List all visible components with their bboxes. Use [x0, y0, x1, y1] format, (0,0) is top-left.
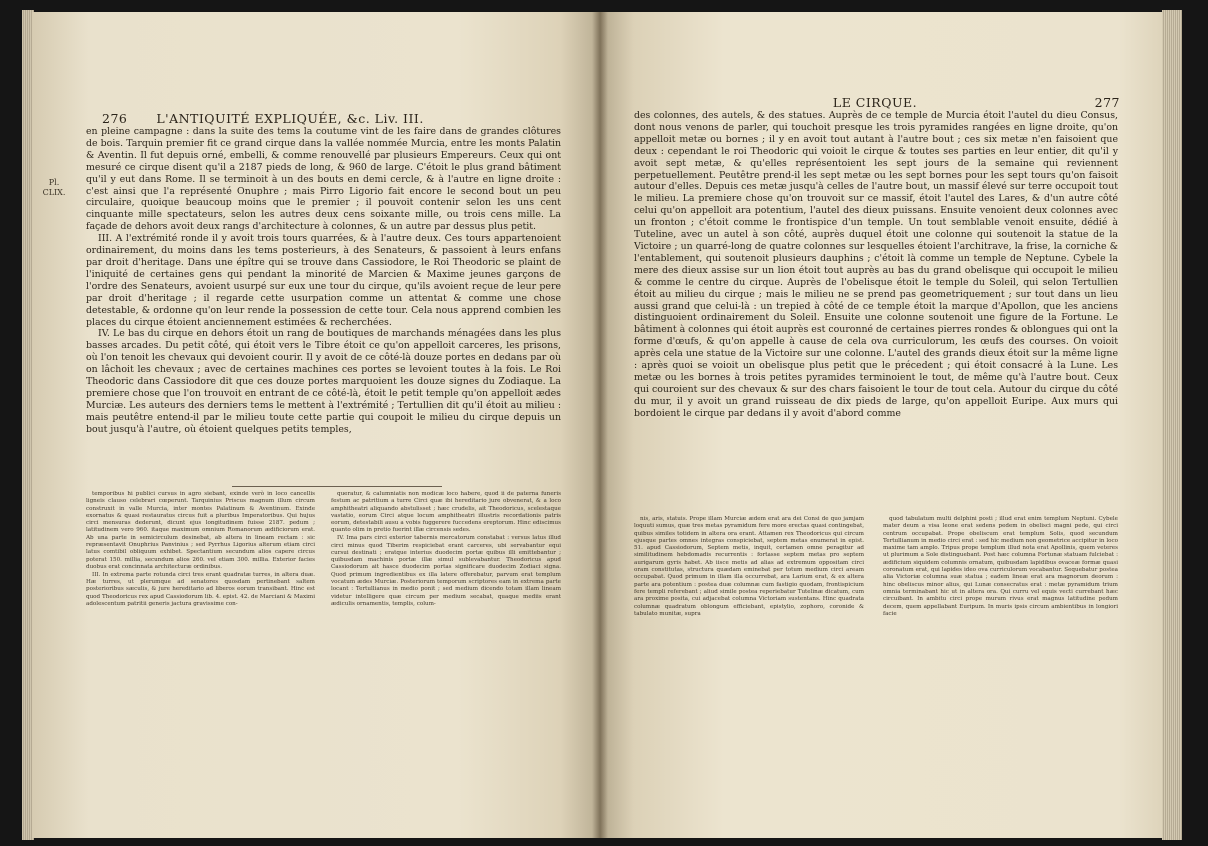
note-paragraph: temporibus hi publici cursus in agro siebant, exinde verò in loco cancellis ligneis clauso celebrari cœperunt. Tarquinius Priscus magnum illum circum construxit in valle Murcia, inter montes Palatinum & Aventinum. Exinde exornatus & quasi restauratus circus fuit a pluribus Imperatoribus. Qui hujus circi mensuras dederunt, dicunt ejus longitudinem fuisse 2187. pedum ; latitudinem vero 960. itaque maximum omnium Romanorum ædificiorum erat. Ab una parte in semicirculum desinebat, ab altera in lineam rectam : sic repræsentavit Onuphrius Panvinius ; sed Pyrrhus Ligorius alterum etiam circi latus comtibil obliquum exhibet. Spectantium secundum alios capere circus poterat 150. millia, secundum alios 260. vel etiam 300. millia. Exterior facies duobus erat concinnata architecturæ ordinibus. — [86, 491, 315, 570]
right-page-number-wrap — [1080, 95, 1120, 110]
footnote-rule — [232, 486, 442, 487]
right-head-title: LE CIRQUE. — [832, 95, 918, 110]
right-page — [600, 12, 1164, 838]
left-head-title: L'ANTIQUITÉ EXPLIQUÉE, &c. Liv. III. — [156, 111, 424, 126]
paragraph: en pleine campagne : dans la suite des tems la coutume vint de les faire dans de grandes clôtures de bois. Tarquin premier fit ce grand cirque dans la vallée nommée Murcia, entre les monts Palatin & Aventin. Il fut depuis orné, embelli, & comme renouvellé par plusieurs Empereurs. Ceux qui ont mesuré ce cirque disent qu'il a 2187 pieds de long, & 960 de large. C'étoit le plus grand bâtiment qu'il y eut dans Rome. Il se terminoit à un des bouts en demi cercle, & à l'autre en ligne droite : c'est ainsi que l'a représenté Onuphre ; mais Pirro Ligorio fait encore le second bout un peu circulaire, quoique beaucoup moins que le premier ; il pouvoit contenir selon les uns cent cinquante mille spectateurs, selon les autres deux cens soixante mille, ou trois cens mille. La façade de dehors avoit deux rangs d'architecture à colonnes, & un autre par dessus plus petit. — [86, 126, 561, 233]
right-body-text — [634, 110, 1118, 420]
left-page — [32, 12, 600, 838]
note-paragraph: III. In extrema parte rotunda circi tres erant quadratæ turres, in altera duæ. Hæ turres, ut plerumque ad senatores quosdam pertinebant saltem posterioribus sæculis, & jure hereditario ad liberos eorum transibant. Hinc est quod Theodoricus rex apud Cassiodorum lib. 4. epist. 42. de Marciani & Maximi adolescentum patritii generis jactura gravissime con- — [86, 571, 315, 607]
right-running-head — [760, 95, 990, 110]
left-notes-col-2 — [331, 491, 561, 609]
paragraph: III. A l'extrémité ronde il y avoit trois tours quarrées, & à l'autre deux. Ces tours appartenoient ordinairement, du moins dans les tems posterieurs, à des Senateurs, & passoient à leurs enfans par droit d'heritage. Dans une épître qui se trouve dans Cassiodore, le Roi Theodoric se plaint de l'iniquité de certaines gens qui pendant la minorité de Marcien & Maxime jeunes garçons de l'ordre des Senateurs, avoient usurpé sur eux une tour du cirque, qu'ils avoient reçue de leur pere par droit d'heritage ; il regarde cette usurpation comme un attentat & comme une chose detestable, & ordonne qu'on leur rende la possession de cette tour. Cela nous apprend combien les places du cirque étoient anciennement estimées & recherchées. — [86, 233, 561, 328]
book-gutter — [592, 12, 608, 838]
plate-note-line-2: CLIX. — [42, 188, 66, 197]
note-paragraph: nis, aris, statuis. Prope illam Murciæ ædem erat ara dei Consi de quo jamjam loquuti sumus, quæ tres metas pyramidum fere more erectas quasi contingebat, quibus similes totidem in altera ora erant. Attamen rex Theodoricus qui circum ejusque partes omnes integras conspiciebat, septem metas enumerat in epist. 51. apud Cassiodorum, Septem metis, inquit, certamen omne peragitur ad similitudinem hebdomadis recurrentis : fortasse septem metas pro septem aurigarum gyris habet. Ab iisce metis ad alias ad extremum oppositam circi oram constitutas, structura quædam eminebat per totum medium circi aream occupabat. Quod primum in illam illa occurrebat, ara Larium erat, & ex altera parte ara potentium : postea duæ columnæ cum fastigio quodam, frontispicium fere templi referebant ; aliud simile postea reperiebatur Tutelinæ dicatum, cum ara proxime posita, cui adjacebat columna Victoriam sustentans. Hinc quadrata columnæ quadratum oblongum efficiebant, epistylio, zophoro, coronide & tabulato munitæ, supra — [634, 516, 864, 617]
right-page-number: 277 — [1094, 95, 1120, 110]
left-page-number: 276 — [102, 111, 128, 126]
paragraph: IV. Le bas du cirque en dehors étoit un rang de boutiques de marchands ménagées dans les plus basses arcades. Du petit côté, qui étoit vers le Tibre étoit ce qu'on appelloit carceres, les prisons, où l'on tenoit les chevaux qui devoient courir. Il y avoit de ce côté-là douze portes en dedans par où on lâchoit les chevaux ; avec de certaines machines ces portes se levoient toutes à la fois. Le Roi Theodoric dans Cassiodore dit que ces douze portes marquoient les douze signes du Zodiaque. La premiere chose que l'on trouvoit en entrant de ce côté-là, étoit le petit temple qu'on appelloit ædes Murciæ. Les auteurs des derniers tems le mettent à l'extrémité ; Tertullien dit qu'il étoit au milieu : mais peutêtre entend-il par le milieu toute cette partie qui coupoit le milieu du cirque depuis un bout jusqu'à l'autre, où étoient quelques petits temples, — [86, 328, 561, 435]
plate-margin-note — [36, 178, 72, 198]
left-notes-col-1 — [86, 491, 315, 609]
right-notes-col-2 — [883, 516, 1118, 619]
note-paragraph: IV. Ima pars circi exterior tabernis mercatorum constabat : versus latus illud circi minus quod Tiberim respiciebat erant carceres, ubi servabantur equi cursui destinati ; eratque interius duodecim portæ quibus illi emittebantur ; quibusdam machinis portæ illæ simul sublevabantur. Theodoricus apud Cassiodorum ait hasce duodecim portas significare duodecim Zodiaci signa. Quod primum ingredientibus ex illa latere offerebatur, parvum erat templum vocatum ædes Murciæ. Posteriorum temporum scriptores eam in extrema parte locant : Tertullianus in medio ponit ; sed medium dicendo totam illam lineam videtur intelligere quæ circum per medium secabat, quaque mediis erant ædiculis ornamentis, templis, colum- — [331, 535, 561, 607]
note-paragraph: queratur, & calumniatis non modicæ loco habere, quod ii de paterna funeris festum ac patritium a turre Circi quæ ibi hereditario jure obvenerat, & a loco amphitheatri aliquando abstulisset ; hæc crudelis, ait Theodoricus, scelestaque vastatio, eorum Circi atque locum amphitheatri illustris recordationis patris eorum, detestabili ausu a vobis fuggerere fuccedens ereptorum. Hinc ediscimus quanto olim in pretio fuerint illæ circensis sedes. — [331, 491, 561, 534]
left-body-text — [86, 126, 561, 436]
left-running-head — [102, 111, 442, 126]
note-paragraph: quod tabulatum multi delphini posti ; illud erat enim templum Neptuni. Cybele mater deum a visa leone erat sedens pedem in obelisci magni pede, qui circi centrum occupabat. Prope obeliscum erat templum Solis, quod secundum Tertullianum in medio circi erat : sed hic medium non geometrice accipitur in loco maxime tam amplo. Tripus prope templum illud nota erat Apollinis, quem veteres ut plurimum a Sole distinguebant. Post hæc columna Fortunæ statuam fulciebat : ædificium siquidem columnis ornatum, quibusdam lapidibus ovaceæ formæ quasi coronatum erat, qui lapides ideo ova curriculorum vocabantur. Sequebatur postea alia Victoriæ columna suæ statua ; eadem lineæ erat ara magnorum deorum : hinc obeliscus minor alius, qui Lunæ consecratus erat : metæ pyramidum trium omnia terminabant hic ut in altera ora. Qui curru vel equis vecti currebant hæc circuibant. In ambitu circi prope murum rivus erat magnus latitudine pedum decem, quem appellabant Euripum. In muris ipsis circum ambientibus in longiori facie — [883, 516, 1118, 617]
page-edges-right — [1162, 10, 1182, 840]
right-notes-col-1 — [634, 516, 864, 619]
paragraph: des colonnes, des autels, & des statues. Auprès de ce temple de Murcia étoit l'autel du dieu Consus, dont nous venons de parler, qui touchoit presque les trois pyramides rangées en ligne droite, qu'on appelloit metæ ou bornes ; il y en avoit tout autant à l'autre bout ; ces six metæ n'en faisoient que deux : cependant le roi Theodoric qui voioit le cirque & toutes ses parties en leur entier, dit qu'il y avoit sept metæ, & qu'elles représentoient les sept jours de la semaine qui reviennent perpetuellement. Peutêtre prend-il les sept metæ ou les sept bornes pour les sept tours qu'on faisoit autour d'elles. Depuis ces metæ jusqu'à celles de l'autre bout, un massif élevé sur terre occupoit tout le milieu. La premiere chose qu'on trouvoit sur ce massif, étoit l'autel des Lares, & d'un autre côté celui qu'on appelloit ara potentium, l'autel des dieux puissans. Ensuite venoient deux colonnes avec un fronton ; c'étoit comme le frontispice d'un temple. Un tout semblable venoit ensuite, dédié à Tuteline, avec un autel à son côté, auprès duquel étoit une colonne qui soutenoit la statue de la Victoire ; un quarré-long de quatre colonnes sur lesquelles étoient l'architrave, la frise, la corniche & l'entablement, qui soutenoit plusieurs dauphins ; c'étoit là comme un temple de Neptune. Cybele la mere des dieux assise sur un lion étoit tout auprès au bas du grand obelisque qui occupoit le milieu & comme le centre du cirque. Auprès de l'obelisque étoit le temple du Soleil, qui selon Tertullien étoit au milieu du cirque ; mais le milieu ne se prend pas geometriquement ; sur tout dans un lieu aussi grand que celui-là : un trepied à côté de ce temple étoit la marque d'Apollon, que les anciens distinguoient ordinairement du Soleil. Ensuite une colonne soutenoit une figure de la Fortune. Le bâtiment à colonnes qui étoit auprès est couronné de certaines pierres rondes & oblongues qui ont la forme d'œufs, & qu'on appelle à cause de cela ova curriculorum, les œufs des courses. On voioit après cela une statue de la Victoire sur une colonne. L'autel des grands dieux étoit sur la même ligne : après quoi se voioit un obelisque plus petit que le précedent ; qui étoit consacré à la Lune. Les metæ ou les bornes à trois petites pyramides terminoient le tout, de même qu'à l'autre bout. Ceux qui couroient sur des chevaux & sur des chars faisoient le tour de tout cela. Autour du cirque du côté du mur, il y avoit un grand ruisseau de dix pieds de large, qu'on appelloit Euripe. Aux murs qui bordoient le cirque par dedans il y avoit d'abord comme — [634, 110, 1119, 419]
plate-note-line-1: Pl. — [48, 178, 60, 187]
